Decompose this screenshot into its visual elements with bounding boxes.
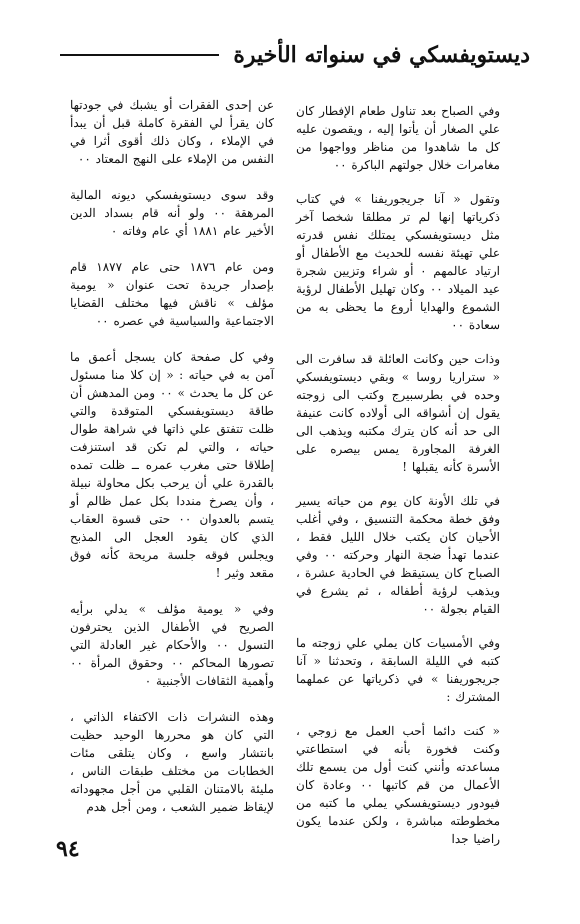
page-number: ٩٤ xyxy=(56,836,80,862)
paragraph: وفي الأمسيات كان يملي علي زوجته ما كتبه في الليلة السابقة ، وتحدثنا « آنا جريجوريفنا » في ذكرياتها عن عملهما المشترك : xyxy=(296,636,500,704)
paragraph: وتقول « آنا جريجوريفنا » في كتاب ذكرياتها إنها لم تر مطلقا شخصا آخر مثل ديستويفسكي يمتلك نفس قدرته علي تهيئة نفسه للحديث مع الأطفال أو ارتياد عالمهم ٠ أو شراء وتزيين شجرة عيد الميلاد ٠٠ وكان تهليل الأطفال لرؤية الشموع والهدايا أروع ما يحظى به من سعادة ٠٠ xyxy=(296,192,500,332)
paragraph: وذات حين وكانت العائلة قد سافرت الى « ستراريا روسا » وبقي ديستويفسكي وحده في بطرسبيرج وكتب الى زوجته يقول إن أشواقه الى أولاده كانت عنيفة الى حد أنه كان يترك مكتبه ويذهب الى الغرفة المجاورة يمس بيصره على الأسرة كأنه يقبلها ! xyxy=(296,352,500,474)
paragraph: ومن عام ١٨٧٦ حتى عام ١٨٧٧ قام بإصدار جريدة تحت عنوان « يومية مؤلف » ناقش فيها مختلف القضايا الاجتماعية والسياسية في عصره ٠٠ xyxy=(70,260,275,328)
paragraph: وهذه النشرات ذات الاكتفاء الذاتي ، التي كان هو محررها الوحيد حظيت بانتشار واسع ، وكان يتلقى مئات الخطابات من مختلف طبقات الناس ، مليئة بالامتنان القلبي من أجل مجهوداته لإيقاظ ضمير الشعب ، ومن أجل هدم xyxy=(70,710,274,814)
paragraph: وفي « يومية مؤلف » يدلي برأيه الصريح في الأطفال الذين يحترفون التسول ٠٠ والأحكام غير العادلة التي تصورها المحاكم ٠٠ وحقوق المرأة ٠٠ وأهمية الثقافات الأجنبية ٠ xyxy=(70,602,274,688)
paragraph: وفي كل صفحة كان يسجل أعمق ما آمن به في حياته : « إن كلا منا مسئول عن كل ما يحدث » ٠٠ ومن المدهش أن طاقة ديستويفسكي المتوقدة والتي ظلت تتفتق علي ذاتها في شراهة طوال حياته ، والتي لم تكن قد استنزفت إطلاقا حتى مغرب عمره ــ ظلت تمده بالقدرة علي أن يرحب بكل محاولة نبيلة ، وأن يصرخ منددا بكل عمل ظالم أو يتسم بالعدوان ٠٠ حتى قسوة العقاب الذي كان يقود العجل الى المذبح ويجلس فوقه جلسة مريحة كأنه فوق مقعد وثير ! xyxy=(70,350,274,580)
right-column xyxy=(296,96,500,866)
left-column xyxy=(70,96,274,866)
paragraph: « كنت دائما أحب العمل مع زوجي ، وكنت فخورة بأنه في استطاعتي مساعدته وأنني كنت أول من يسمع تلك الأعمال من قم كاتبها ٠٠ وعادة كان فيودور ديستويفسكي يملي ما كتبه من مخطوطته مباشرة ، ولكن عندما يكون راضيا جدا xyxy=(296,724,500,846)
running-header xyxy=(60,38,530,72)
header-rule xyxy=(60,54,219,56)
running-title: ديستويفسكي في سنواته الأخيرة xyxy=(233,42,530,68)
paragraph: في تلك الأونة كان يوم من حياته يسير وفق خطة محكمة التنسيق ، وفي أغلب الأحيان كان يكتب خلال الليل فقط ، عندما تهدأ ضجة النهار وحركته ٠٠ وفي الصباح كان يستيقظ في الحادية عشرة ، ويذهب لرؤية أطفاله ، ثم يشرع في القيام بجولة ٠٠ xyxy=(296,494,500,616)
paragraph: وقد سوى ديستويفسكي ديونه المالية المرهقة ٠٠ ولو أنه قام بسداد الدين الأخير عام ١٨٨١ أي عام وفاته ٠ xyxy=(70,188,275,238)
paragraph: عن إحدى الفقرات أو يشبك في جودتها كان يقرأ لي الفقرة كاملة قبل أن يبدأ في الإملاء ، وكان ذلك أقوى أثرا في النفس من الإملاء على النهج المعتاد ٠٠ xyxy=(70,98,274,166)
paragraph: وفي الصباح بعد تناول طعام الإفطار كان علي الصغار أن يأتوا إليه ، ويقصون عليه كل ما شاهدوا من مناظر وواجهوا من مغامرات خلال جولتهم الباكرة ٠٠ xyxy=(296,104,500,172)
text-columns xyxy=(70,96,500,866)
